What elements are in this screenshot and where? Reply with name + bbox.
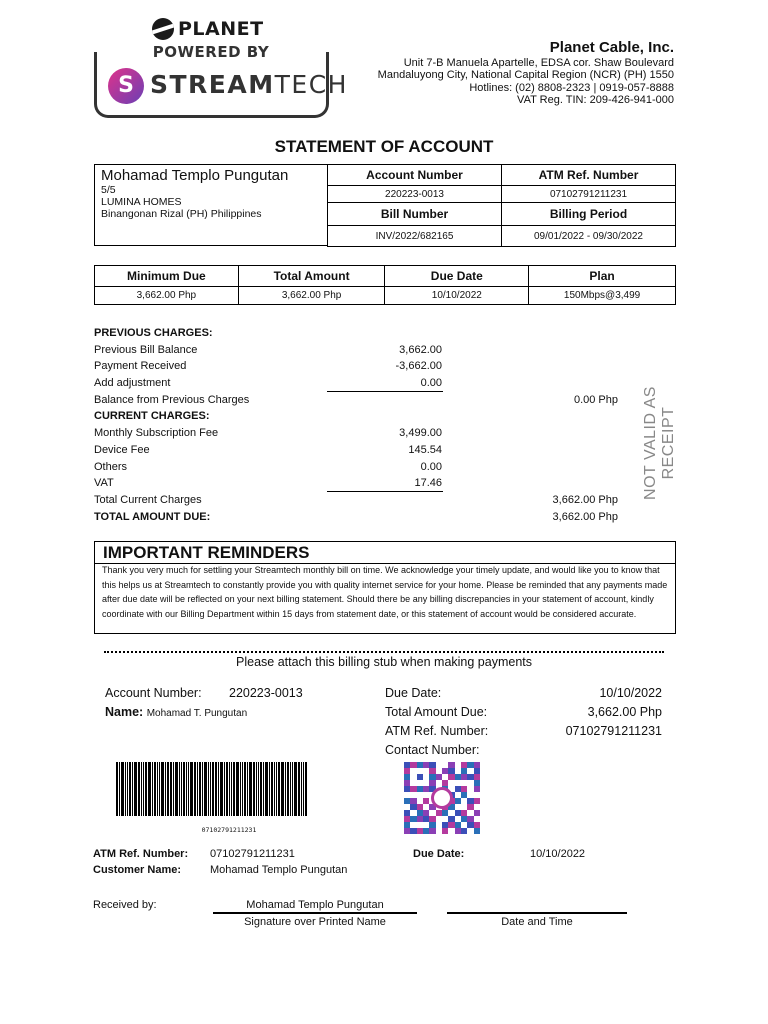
customer-address-3: Binangonan Rizal (PH) Philippines bbox=[101, 208, 262, 220]
charge-row bbox=[94, 492, 654, 509]
plan-value: 150Mbps@3,499 bbox=[529, 287, 676, 305]
barcode-bar bbox=[281, 762, 284, 816]
signature-name: Mohamad Templo Pungutan bbox=[246, 899, 384, 911]
charge-row bbox=[94, 358, 654, 375]
minimum-due-value: 3,662.00 Php bbox=[95, 287, 239, 305]
stub-total-value: 3,662.00 Php bbox=[587, 705, 662, 719]
footer-due-label: Due Date: bbox=[413, 848, 465, 860]
not-valid-stamp: NOT VALID AS RECEIPT bbox=[642, 386, 677, 500]
total-due-label: TOTAL AMOUNT DUE: bbox=[94, 510, 211, 523]
account-number-header: Account Number bbox=[328, 165, 502, 186]
company-info bbox=[377, 39, 674, 107]
barcode-bar bbox=[292, 762, 293, 816]
barcode-bar bbox=[224, 762, 225, 816]
charge-row bbox=[94, 392, 654, 409]
account-table bbox=[327, 164, 676, 247]
stub-note: Please attach this billing stub when making payments bbox=[236, 655, 532, 669]
customer-box bbox=[94, 164, 328, 246]
stub-name-label: Name: bbox=[105, 705, 144, 719]
barcode-bar bbox=[183, 762, 185, 816]
barcode bbox=[116, 762, 342, 816]
stub-account-value: 220223-0013 bbox=[229, 686, 303, 700]
barcode-bar bbox=[186, 762, 187, 816]
streamtech-wordmark bbox=[150, 70, 348, 99]
barcode-bar bbox=[159, 762, 160, 816]
barcode-bar bbox=[244, 762, 246, 816]
charge-amount: 3,662.00 bbox=[399, 343, 442, 356]
barcode-bar bbox=[145, 762, 147, 816]
planet-wordmark: PLANET bbox=[178, 18, 264, 40]
barcode-bar bbox=[152, 762, 153, 816]
stub-atm-value: 07102791211231 bbox=[565, 724, 662, 738]
barcode-bar bbox=[190, 762, 193, 816]
reminders-text: Thank you very much for settling your Streamtech monthly bill on time. We acknowledge your timely update, and would like you to know that this helps us at Streamtech to constantly provide you with quality internet service for your home. Please be reminded that any payments made after due date will be reflected on your next billing statement. Should there be any billing discrepancies in your statement of account, kindly coordinate with our Billing Department within 15 days from statement date, or this statement of account would be considered accurate. bbox=[102, 565, 668, 619]
date-line bbox=[447, 912, 627, 914]
planet-logo bbox=[152, 16, 272, 42]
page-title: STATEMENT OF ACCOUNT bbox=[274, 137, 494, 156]
barcode-bar bbox=[179, 762, 180, 816]
stub-account-label: Account Number: bbox=[105, 686, 202, 700]
stub-due-value: 10/10/2022 bbox=[599, 686, 662, 700]
footer-customer-label: Customer Name: bbox=[93, 864, 182, 876]
qr-logo-icon bbox=[431, 787, 453, 809]
total-amount-value: 3,662.00 Php bbox=[238, 287, 385, 305]
qr-module bbox=[474, 828, 480, 834]
barcode-bar bbox=[233, 762, 235, 816]
powered-by-text: POWERED BY bbox=[152, 43, 270, 61]
atm-ref-value: 07102791211231 bbox=[502, 186, 676, 203]
stub-atm-label: ATM Ref. Number: bbox=[385, 724, 489, 738]
barcode-bar bbox=[204, 762, 207, 816]
company-hotlines: Hotlines: (02) 8808-2323 | 0919-057-8888 bbox=[469, 81, 674, 94]
account-number-value: 220223-0013 bbox=[328, 186, 502, 203]
atm-ref-header: ATM Ref. Number bbox=[502, 165, 676, 186]
barcode-bar bbox=[127, 762, 128, 816]
barcode-bar bbox=[218, 762, 219, 816]
plan-header: Plan bbox=[529, 266, 676, 287]
streamtech-wordmark-bold: STREAM bbox=[150, 70, 275, 99]
signature-line bbox=[213, 912, 417, 914]
customer-address-1: 5/5 bbox=[101, 184, 116, 196]
barcode-bar bbox=[231, 762, 232, 816]
barcode-bar bbox=[298, 762, 300, 816]
barcode-bar bbox=[285, 762, 286, 816]
charge-total: 3,662.00 Php bbox=[552, 493, 618, 506]
barcode-bar bbox=[157, 762, 158, 816]
barcode-bar bbox=[287, 762, 289, 816]
signature-caption: Signature over Printed Name bbox=[244, 916, 386, 928]
stub-due-label: Due Date: bbox=[385, 686, 442, 700]
due-date-value: 10/10/2022 bbox=[385, 287, 529, 305]
barcode-bar bbox=[256, 762, 257, 816]
streamtech-wordmark-light: TECH bbox=[274, 70, 348, 99]
barcode-bar bbox=[269, 762, 270, 816]
globe-icon bbox=[152, 18, 174, 40]
barcode-bar bbox=[265, 762, 268, 816]
barcode-bar bbox=[249, 762, 252, 816]
charge-label: Payment Received bbox=[94, 360, 187, 373]
barcode-bar bbox=[260, 762, 262, 816]
barcode-bar bbox=[271, 762, 273, 816]
barcode-bar bbox=[210, 762, 211, 816]
barcode-bar bbox=[121, 762, 124, 816]
charge-total: 0.00 Php bbox=[573, 393, 618, 406]
charge-label: Others bbox=[94, 460, 128, 473]
charge-amount: 17.46 bbox=[414, 477, 442, 490]
barcode-bar bbox=[181, 762, 182, 816]
company-vat: VAT Reg. TIN: 209-426-941-000 bbox=[517, 94, 674, 107]
charge-row bbox=[94, 425, 654, 442]
customer-name: Mohamad Templo Pungutan bbox=[101, 167, 289, 184]
bill-number-header: Bill Number bbox=[328, 203, 502, 226]
charge-row bbox=[94, 442, 654, 459]
stub-total-label: Total Amount Due: bbox=[385, 705, 488, 719]
billing-period-value: 09/01/2022 - 09/30/2022 bbox=[502, 226, 676, 247]
barcode-bar bbox=[229, 762, 230, 816]
charge-row bbox=[94, 459, 654, 476]
barcode-bar bbox=[305, 762, 307, 816]
barcode-bar bbox=[125, 762, 126, 816]
barcode-bar bbox=[167, 762, 169, 816]
barcode-bar bbox=[154, 762, 156, 816]
barcode-bar bbox=[236, 762, 239, 816]
barcode-bar bbox=[161, 762, 164, 816]
barcode-bar bbox=[194, 762, 196, 816]
barcode-bar bbox=[258, 762, 259, 816]
barcode-bar bbox=[303, 762, 304, 816]
stub-name-value: Mohamad T. Pungutan bbox=[146, 708, 248, 719]
barcode-bar bbox=[138, 762, 140, 816]
barcode-bar bbox=[143, 762, 144, 816]
charges-section bbox=[94, 325, 654, 525]
barcode-bar bbox=[242, 762, 243, 816]
billing-period-header: Billing Period bbox=[502, 203, 676, 226]
barcode-bar bbox=[226, 762, 228, 816]
barcode-bar bbox=[263, 762, 264, 816]
summary-table bbox=[94, 265, 676, 305]
barcode-bar bbox=[202, 762, 203, 816]
barcode-bar bbox=[247, 762, 248, 816]
barcode-bar bbox=[175, 762, 178, 816]
total-due-value: 3,662.00 Php bbox=[552, 510, 618, 523]
barcode-bar bbox=[290, 762, 291, 816]
previous-charges-header: PREVIOUS CHARGES: bbox=[94, 327, 213, 339]
charge-row bbox=[94, 509, 654, 526]
barcode-bar bbox=[294, 762, 297, 816]
stub-contact-label: Contact Number: bbox=[385, 743, 480, 757]
barcode-bar bbox=[274, 762, 275, 816]
barcode-number: 07102791211231 bbox=[201, 826, 257, 834]
charge-label: Balance from Previous Charges bbox=[94, 393, 250, 406]
current-charges-header: CURRENT CHARGES: bbox=[94, 410, 210, 423]
charge-label: VAT bbox=[94, 477, 114, 490]
charge-amount: 145.54 bbox=[408, 443, 442, 456]
charge-row bbox=[94, 475, 654, 492]
customer-address-2: LUMINA HOMES bbox=[101, 196, 182, 208]
charge-row bbox=[94, 342, 654, 359]
reminders-box bbox=[94, 541, 676, 634]
barcode-bar bbox=[212, 762, 214, 816]
received-by-label: Received by: bbox=[93, 899, 157, 911]
barcode-bar bbox=[173, 762, 174, 816]
footer-atm-value: 07102791211231 bbox=[210, 848, 295, 860]
footer-due-value: 10/10/2022 bbox=[530, 848, 586, 860]
charge-row bbox=[94, 375, 654, 392]
barcode-bar bbox=[165, 762, 166, 816]
barcode-bar bbox=[253, 762, 255, 816]
charge-label: Total Current Charges bbox=[94, 493, 202, 506]
total-amount-header: Total Amount bbox=[238, 266, 385, 287]
company-address-1: Unit 7-B Manuela Apartelle, EDSA cor. Shaw Boulevard bbox=[403, 56, 674, 69]
company-address-2: Mandaluyong City, National Capital Region (NCR) (PH) 1550 bbox=[377, 69, 674, 82]
reminders-title: IMPORTANT REMINDERS bbox=[103, 543, 310, 562]
barcode-bar bbox=[141, 762, 142, 816]
barcode-bar bbox=[208, 762, 209, 816]
barcode-bar bbox=[197, 762, 198, 816]
charge-label: Device Fee bbox=[94, 443, 150, 456]
stub-name bbox=[105, 705, 247, 719]
charge-label: Previous Bill Balance bbox=[94, 343, 198, 356]
barcode-bar bbox=[129, 762, 131, 816]
minimum-due-header: Minimum Due bbox=[95, 266, 239, 287]
barcode-bar bbox=[170, 762, 172, 816]
barcode-bar bbox=[116, 762, 118, 816]
company-name: Planet Cable, Inc. bbox=[549, 39, 674, 56]
barcode-bar bbox=[199, 762, 201, 816]
cut-line bbox=[104, 651, 664, 653]
charge-amount: 3,499.00 bbox=[399, 427, 442, 440]
barcode-bar bbox=[240, 762, 241, 816]
charge-label: Add adjustment bbox=[94, 377, 171, 390]
barcode-bar bbox=[134, 762, 137, 816]
charge-amount: 0.00 bbox=[420, 460, 442, 473]
footer-customer-value: Mohamad Templo Pungutan bbox=[210, 864, 348, 876]
barcode-bar bbox=[215, 762, 217, 816]
due-date-header: Due Date bbox=[385, 266, 529, 287]
barcode-bar bbox=[132, 762, 133, 816]
barcode-bar bbox=[276, 762, 277, 816]
barcode-bar bbox=[119, 762, 120, 816]
charge-amount: -3,662.00 bbox=[395, 360, 442, 373]
charge-amount: 0.00 bbox=[420, 377, 442, 390]
bill-number-value: INV/2022/682165 bbox=[328, 226, 502, 247]
streamtech-logo-icon bbox=[108, 68, 144, 104]
barcode-bar bbox=[278, 762, 280, 816]
footer-atm-label: ATM Ref. Number: bbox=[93, 848, 189, 860]
barcode-bar bbox=[188, 762, 189, 816]
charge-label: Monthly Subscription Fee bbox=[94, 427, 219, 440]
barcode-bar bbox=[301, 762, 302, 816]
date-caption: Date and Time bbox=[501, 916, 573, 928]
barcode-bar bbox=[148, 762, 151, 816]
barcode-bar bbox=[220, 762, 223, 816]
